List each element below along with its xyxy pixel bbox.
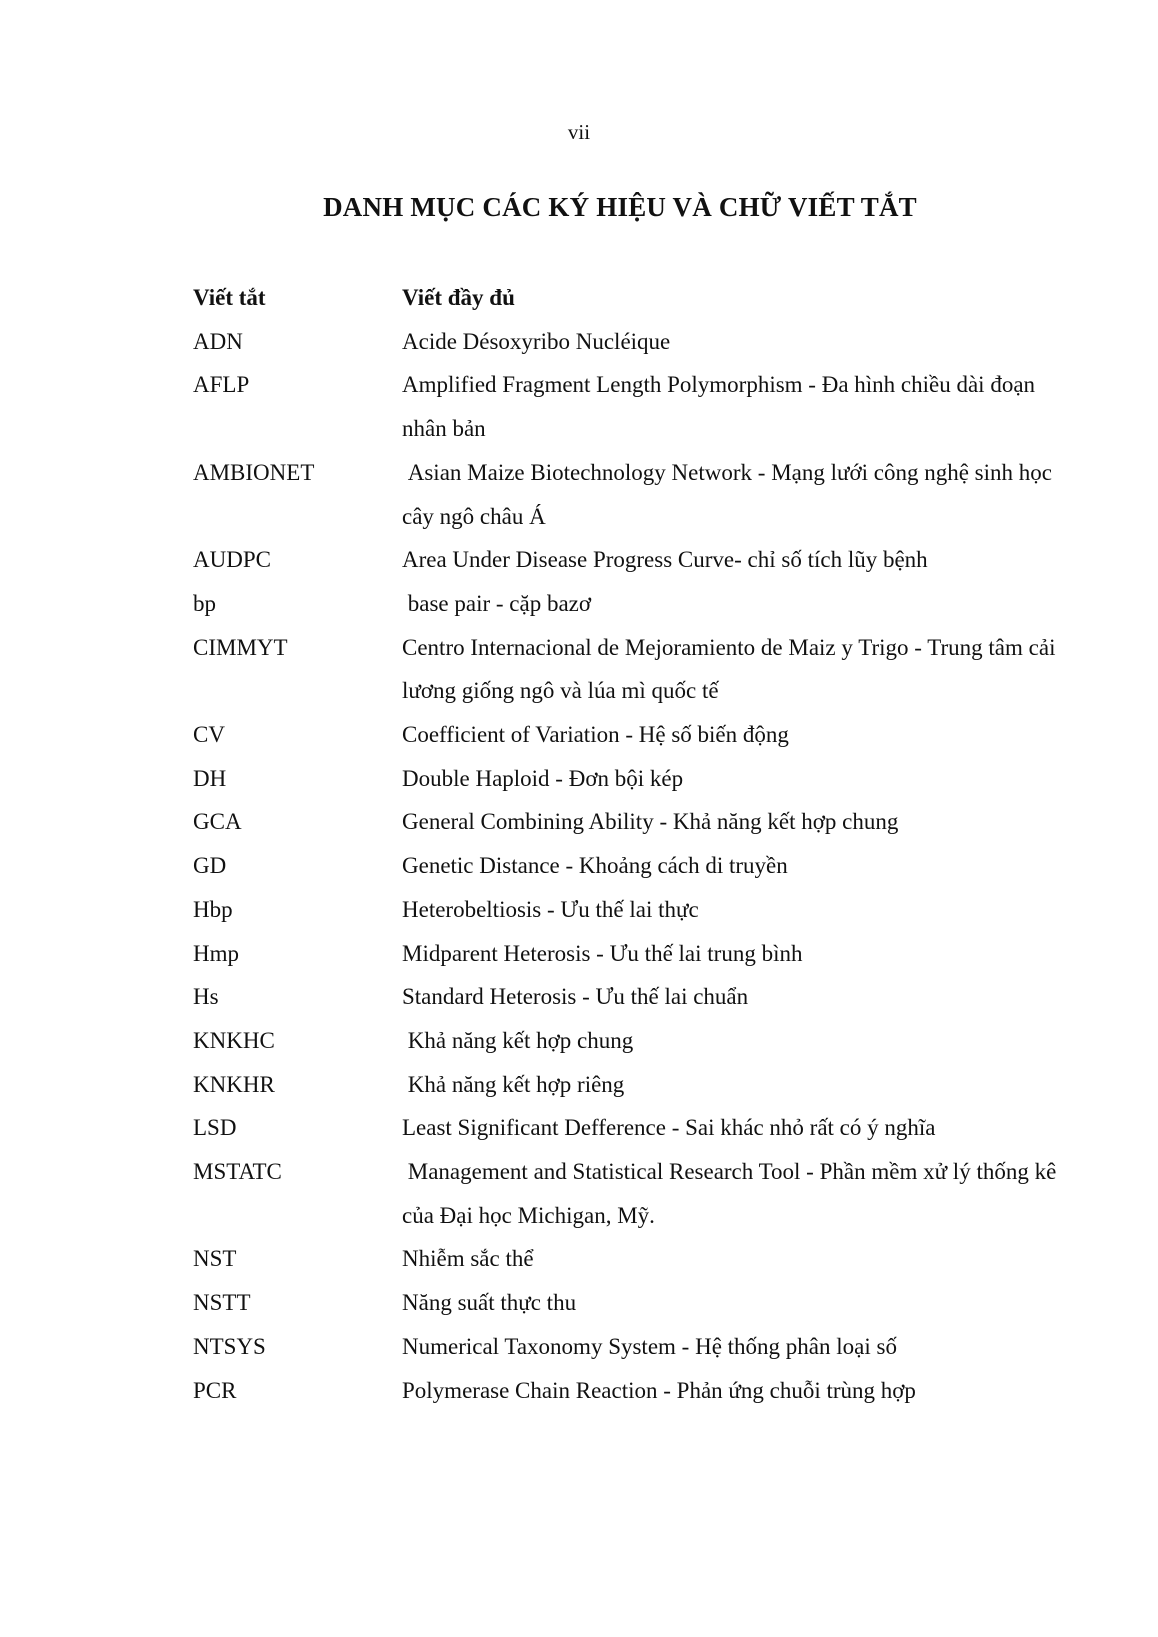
table-row xyxy=(193,800,1063,844)
abbreviation: CV xyxy=(193,722,225,748)
table-row xyxy=(193,1106,1063,1150)
abbreviation-table xyxy=(193,276,1063,1412)
table-row xyxy=(193,582,1063,626)
table-row xyxy=(193,975,1063,1019)
full-form: Năng suất thực thu xyxy=(402,1290,577,1316)
page-title: DANH MỤC CÁC KÝ HIỆU VÀ CHỮ VIẾT TẮT xyxy=(323,192,917,222)
table-row xyxy=(193,363,1063,450)
full-form: Amplified Fragment Length Polymorphism - Đa hình chiều dài đoạn nhân bản xyxy=(402,372,1041,442)
full-form: Centro Internacional de Mejoramiento de Maiz y Trigo - Trung tâm cải lương giống ngô và lúa mì quốc tế xyxy=(402,634,1062,704)
header-abbreviation: Viết tắt xyxy=(193,285,266,310)
full-form: Heterobeltiosis - Ưu thế lai thực xyxy=(402,896,699,922)
abbreviation: CIMMYT xyxy=(193,634,288,660)
full-form: Khả năng kết hợp riêng xyxy=(402,1071,625,1097)
full-form: Area Under Disease Progress Curve- chỉ số tích lũy bệnh xyxy=(402,547,928,573)
table-row xyxy=(193,1019,1063,1063)
full-form: Asian Maize Biotechnology Network - Mạng lưới công nghệ sinh học cây ngô châu Á xyxy=(402,459,1058,529)
table-row xyxy=(193,1237,1063,1281)
table-row xyxy=(193,1369,1063,1413)
abbreviation: Hbp xyxy=(193,896,233,922)
table-header-row xyxy=(193,276,1063,320)
full-form: Double Haploid - Đơn bội kép xyxy=(402,765,684,791)
table-row xyxy=(193,888,1063,932)
table-row xyxy=(193,932,1063,976)
abbreviation: NSTT xyxy=(193,1290,251,1316)
abbreviation: NST xyxy=(193,1246,237,1272)
full-form: Coefficient of Variation - Hệ số biến động xyxy=(402,722,789,748)
abbreviation: Hmp xyxy=(193,940,239,966)
table-row xyxy=(193,713,1063,757)
full-form: Management and Statistical Research Tool - Phần mềm xử lý thống kê của Đại học Michigan, Mỹ. xyxy=(402,1159,1063,1228)
table-row xyxy=(193,538,1063,582)
full-form: base pair - cặp bazơ xyxy=(402,590,592,616)
abbreviation: KNKHR xyxy=(193,1071,275,1097)
table-row xyxy=(193,626,1063,713)
abbreviation: MSTATC xyxy=(193,1159,282,1185)
table-row xyxy=(193,1150,1063,1237)
full-form: Polymerase Chain Reaction - Phản ứng chuỗi trùng hợp xyxy=(402,1377,916,1403)
abbreviation: PCR xyxy=(193,1377,237,1403)
abbreviation: AUDPC xyxy=(193,547,271,573)
abbreviation: GCA xyxy=(193,809,242,835)
abbreviation: bp xyxy=(193,590,216,616)
full-form: Nhiễm sắc thể xyxy=(402,1246,534,1272)
full-form: Least Significant Defference - Sai khác nhỏ rất có ý nghĩa xyxy=(402,1115,936,1141)
full-form: Midparent Heterosis - Ưu thế lai trung bình xyxy=(402,940,803,966)
table-row xyxy=(193,451,1063,538)
table-row xyxy=(193,844,1063,888)
full-form: Khả năng kết hợp chung xyxy=(402,1027,634,1053)
abbreviation: AFLP xyxy=(193,372,250,398)
table-row xyxy=(193,1281,1063,1325)
table-row xyxy=(193,1325,1063,1369)
abbreviation: LSD xyxy=(193,1115,237,1141)
abbreviation: ADN xyxy=(193,328,243,354)
abbreviation: AMBIONET xyxy=(193,459,315,485)
table-row xyxy=(193,757,1063,801)
abbreviation: DH xyxy=(193,765,227,791)
full-form: Standard Heterosis - Ưu thế lai chuẩn xyxy=(402,984,749,1010)
abbreviation: GD xyxy=(193,853,227,879)
full-form: Genetic Distance - Khoảng cách di truyền xyxy=(402,853,788,879)
table-row xyxy=(193,1063,1063,1107)
table-row xyxy=(193,320,1063,364)
abbreviation: KNKHC xyxy=(193,1027,275,1053)
full-form: Numerical Taxonomy System - Hệ thống phân loại số xyxy=(402,1333,897,1359)
abbreviation: NTSYS xyxy=(193,1333,266,1359)
abbreviation: Hs xyxy=(193,984,219,1010)
header-full-form: Viết đầy đủ xyxy=(402,285,515,310)
full-form: Acide Désoxyribo Nucléique xyxy=(402,328,671,354)
full-form: General Combining Ability - Khả năng kết hợp chung xyxy=(402,809,899,835)
page-number: vii xyxy=(567,120,591,144)
